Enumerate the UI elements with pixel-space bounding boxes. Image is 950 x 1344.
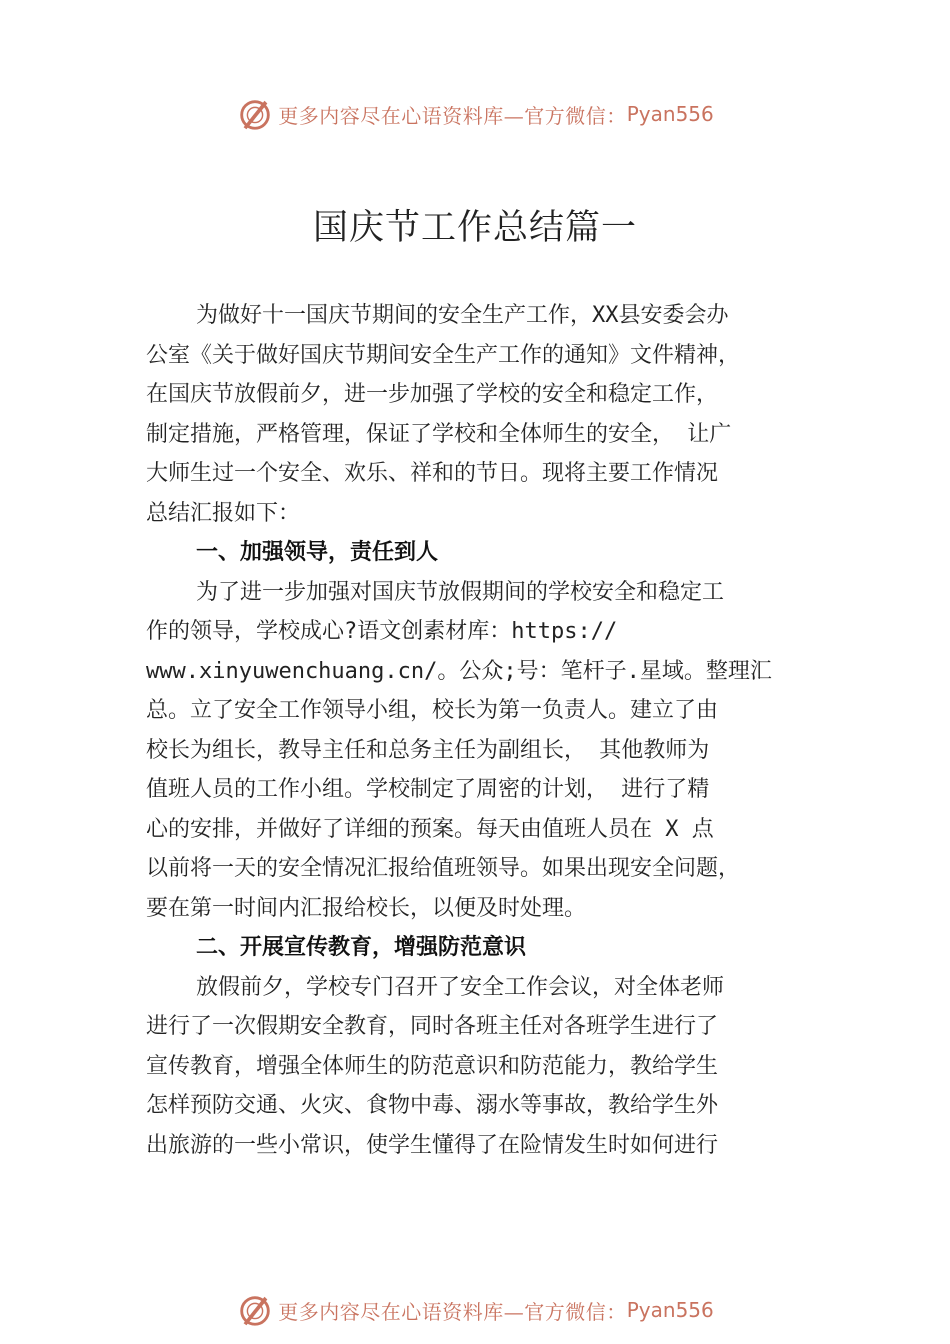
text-line: 怎样预防交通、火灾、食物中毒、溺水等事故，教给学生外 [146, 1093, 719, 1118]
banner-text: 更多内容尽在心语资料库—官方微信： [278, 103, 627, 128]
text-line: 总。立了安全工作领导小组，校长为第一负责人。建立了由 [146, 698, 719, 723]
banner-text: 更多内容尽在心语资料库—官方微信： [278, 1299, 627, 1324]
text-line: 出旅游的一些小常识，使学生懂得了在险情发生时如何进行 [146, 1132, 719, 1158]
text-line: 以前将一天的安全情况汇报给值班领导。如果出现安全问题， [146, 856, 741, 881]
text-line: 总结汇报如下： [146, 500, 301, 526]
text-line: 校长为组长，教导主任和总务主任为副组长， 其他教师为 [146, 737, 710, 763]
text-line: 放假前夕，学校专门召开了安全工作会议，对全体老师 [196, 974, 725, 1000]
quill-logo-icon [236, 1291, 274, 1329]
header-watermark-banner [0, 92, 950, 136]
page-title: 国庆节工作总结篇一 [312, 208, 637, 248]
quill-logo-icon [236, 95, 274, 133]
document-body [146, 296, 836, 1165]
section-heading: 二、开展宣传教育，增强防范意识 [196, 935, 527, 960]
text-line: www.xinyuwenchuang.cn/。公众;号：笔杆子.星域。整理汇 [146, 658, 772, 684]
banner-handle: Pyan556 [626, 1298, 714, 1322]
text-line: 为了进一步加强对国庆节放假期间的学校安全和稳定工 [196, 579, 725, 605]
text-line: 要在第一时间内汇报给校长，以便及时处理。 [146, 895, 587, 921]
text-line: 大师生过一个安全、欢乐、祥和的节日。现将主要工作情况 [146, 461, 719, 486]
text-line: 在国庆节放假前夕，进一步加强了学校的安全和稳定工作， [146, 382, 719, 407]
text-line: 制定措施，严格管理，保证了学校和全体师生的安全， 让广 [146, 421, 732, 447]
banner-handle: Pyan556 [626, 102, 714, 126]
text-line: 公室《关于做好国庆节期间安全生产工作的通知》文件精神， [146, 342, 741, 368]
footer-watermark-banner [0, 1288, 950, 1332]
text-line: 为做好十一国庆节期间的安全生产工作，XX县安委会办 [196, 303, 729, 328]
text-line: 作的领导，学校成心?语文创素材库：https:// [146, 619, 618, 644]
text-line: 宣传教育，增强全体师生的防范意识和防范能力，教给学生 [146, 1053, 719, 1079]
text-line: 值班人员的工作小组。学校制定了周密的计划， 进行了精 [146, 777, 710, 802]
text-line: 进行了一次假期安全教育，同时各班主任对各班学生进行了 [146, 1014, 719, 1039]
text-line: 心的安排，并做好了详细的预案。每天由值班人员在 X 点 [146, 816, 714, 842]
section-heading: 一、加强领导，责任到人 [196, 540, 439, 565]
